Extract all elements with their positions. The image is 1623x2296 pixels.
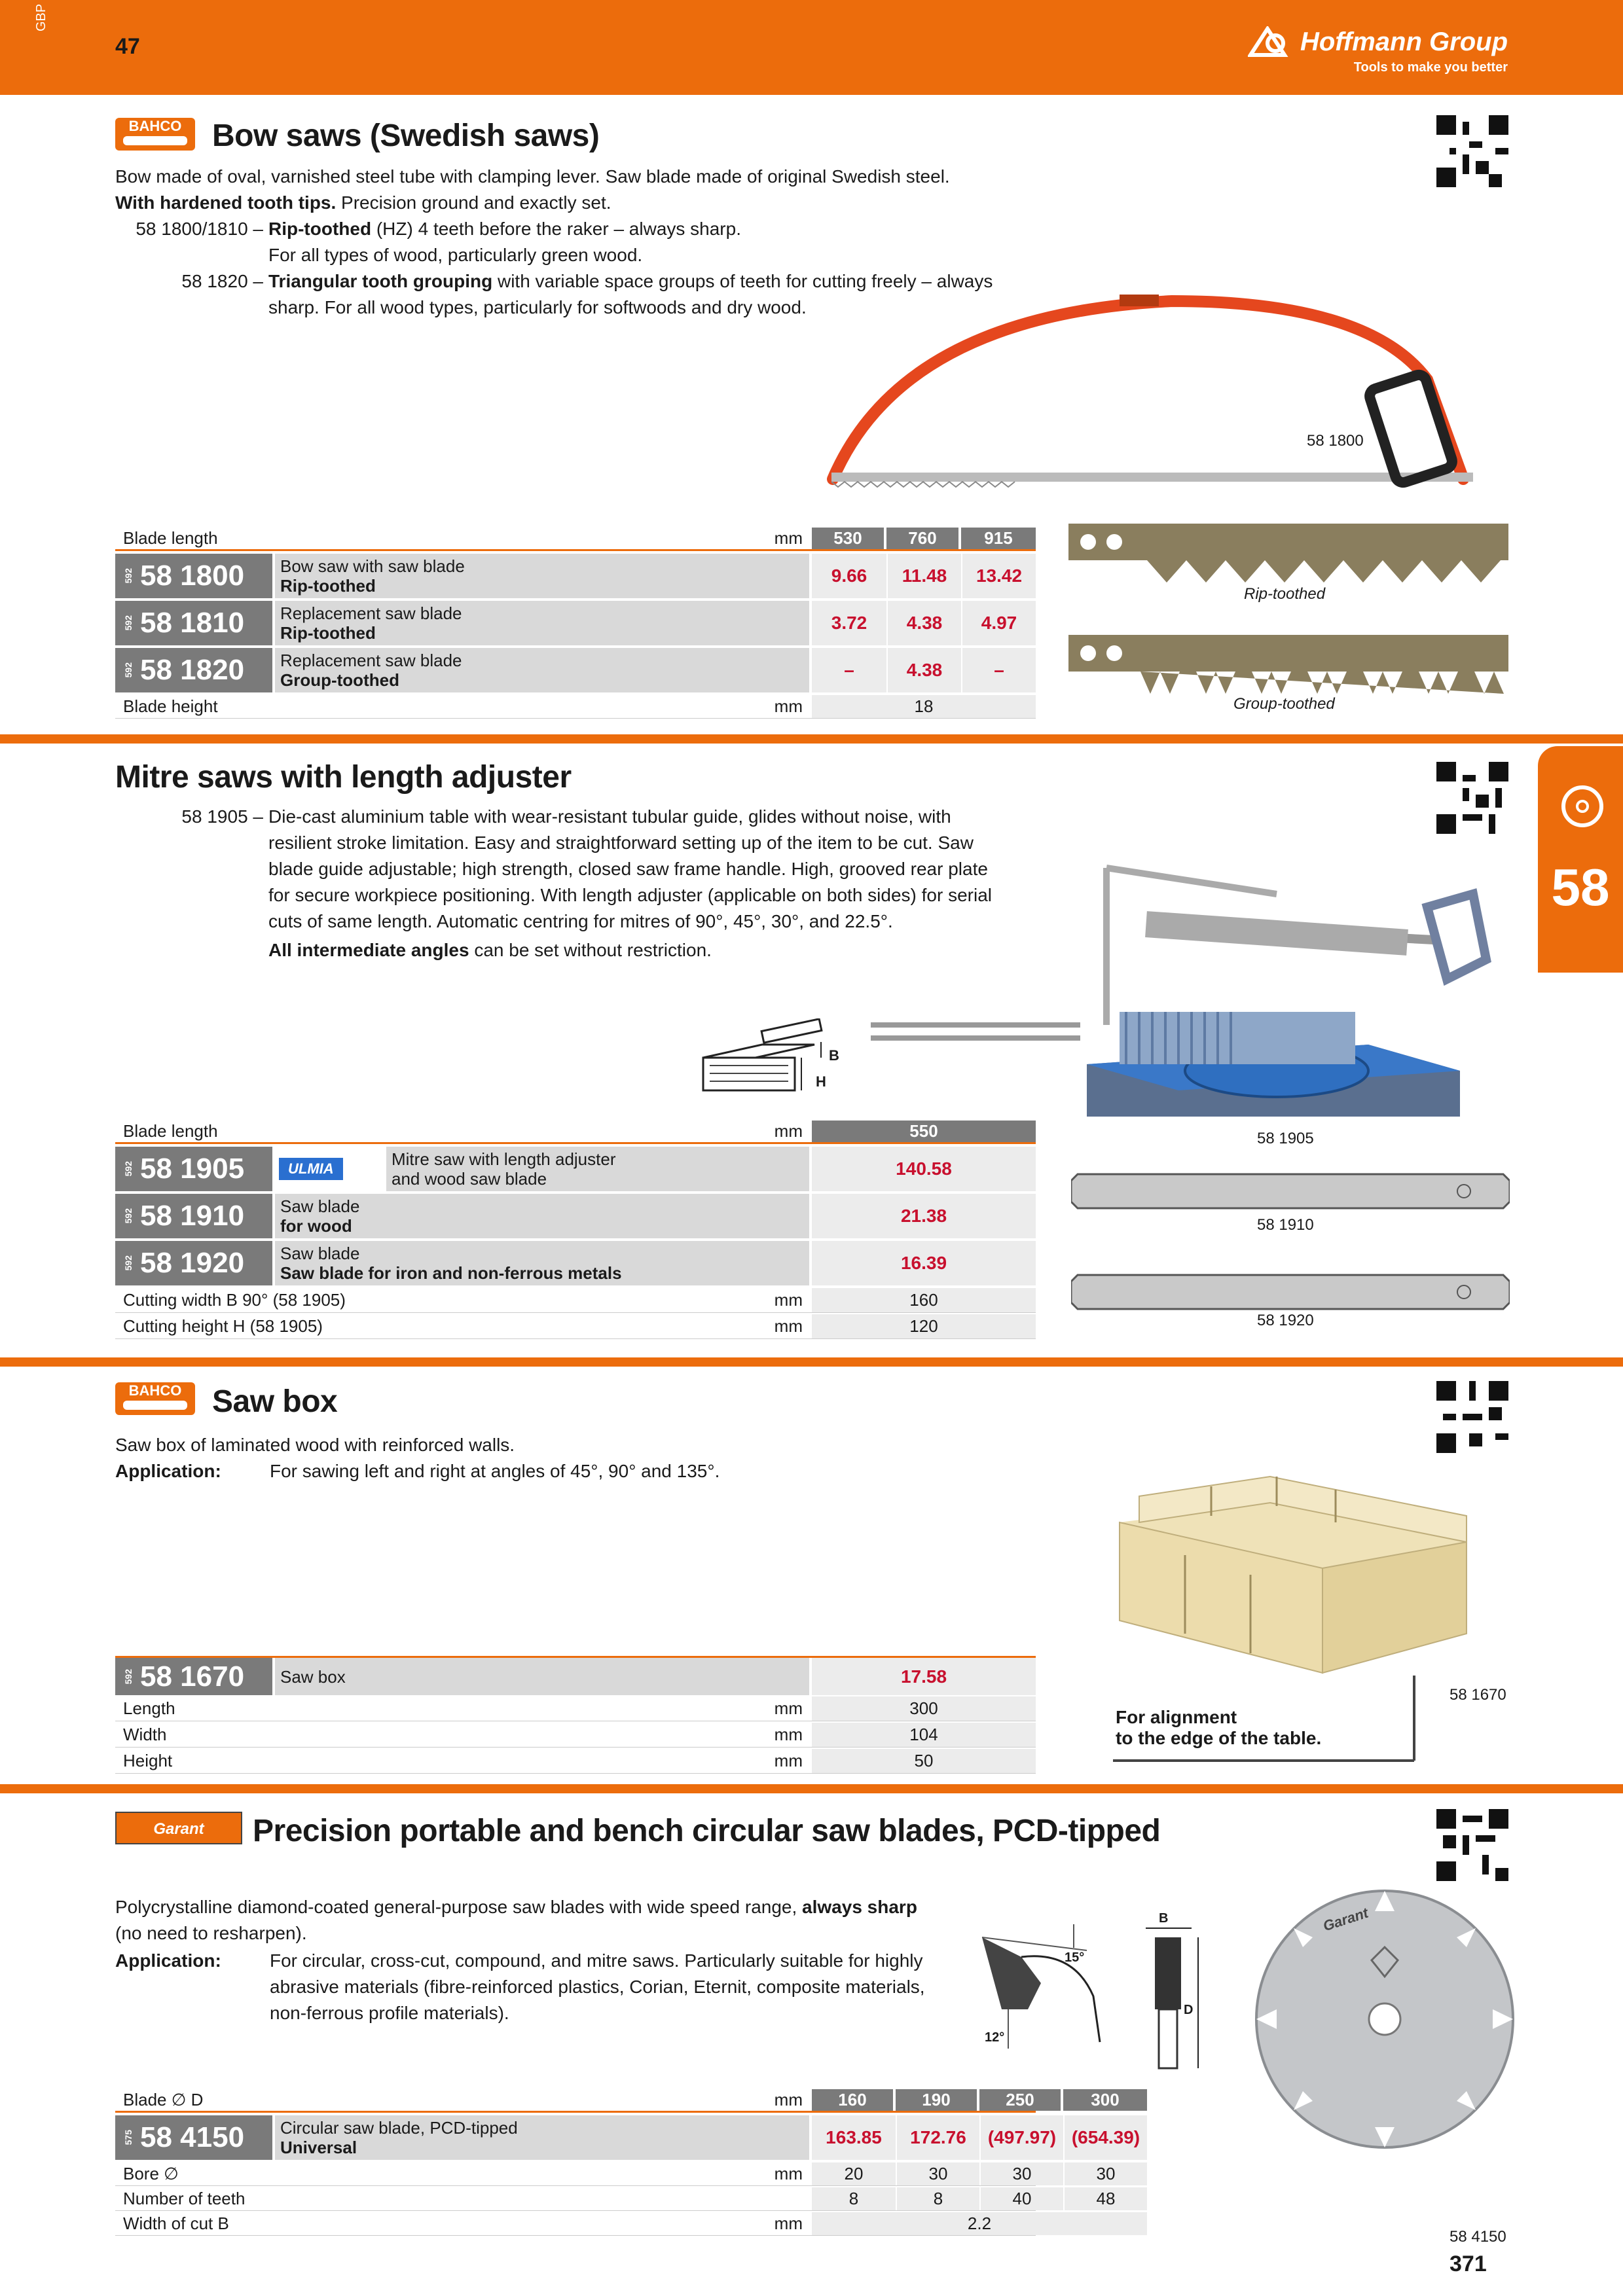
footer-label: Blade height bbox=[123, 696, 218, 716]
bow-saws-table bbox=[115, 528, 1036, 721]
footer-value: 8 bbox=[896, 2187, 979, 2210]
footer-label: Number of teeth bbox=[123, 2189, 246, 2208]
table-footer-row bbox=[115, 1288, 1036, 1313]
price-cell: (654.39) bbox=[1063, 2115, 1147, 2160]
price-cell: 9.66 bbox=[812, 554, 886, 598]
catalogue-code: GBP bbox=[34, 3, 48, 31]
row-description: Replacement saw blade Rip-toothed bbox=[275, 601, 809, 645]
footer-label: Height bbox=[123, 1751, 173, 1770]
footer-label: Bore ∅ bbox=[123, 2164, 179, 2183]
price-cell: 172.76 bbox=[896, 2115, 979, 2160]
table-row[interactable] bbox=[115, 2115, 1140, 2160]
article-number: 592 58 1810 bbox=[115, 601, 272, 645]
angle-label-15: 15° bbox=[1065, 1950, 1085, 1965]
blade-caption-1920: 58 1920 bbox=[1257, 1312, 1314, 1329]
ulmia-logo bbox=[279, 1147, 384, 1191]
footer-value: 30 bbox=[1063, 2162, 1147, 2185]
wood-saw-blade-image bbox=[1071, 1172, 1510, 1211]
row-description: Saw blade for wood bbox=[275, 1194, 809, 1238]
bow-saw-caption: 58 1800 bbox=[1307, 432, 1364, 450]
footer-label: Width of cut B bbox=[123, 2214, 229, 2233]
qr-code-icon[interactable] bbox=[1436, 1809, 1508, 1881]
footer-unit: mm bbox=[774, 1290, 803, 1310]
mitre-saws-description: 58 1905 – Die-cast aluminium table with wear-resistant tubular guide, glides without noise, with resilient stroke limitation. Easy and straightforward setting up of the item to be cut. Saw blade guide adjustable; high strength, closed saw frame handle. High, grooved rear plate for secure workpiece positioning. With length adjuster (applicable on both sides) for serial cuts of same length. Automatic centring for mitres of 90°, 45°, 30°, and 22.5°. All intermediate angles can be set without restriction. bbox=[181, 806, 993, 960]
article-number: 592 58 1905 bbox=[115, 1147, 272, 1191]
header-label: Blade length bbox=[123, 1121, 218, 1141]
table-footer-row bbox=[115, 2187, 1116, 2211]
price-cell: 16.39 bbox=[812, 1241, 1036, 1285]
alignment-note: For alignment to the edge of the table. bbox=[1116, 1707, 1322, 1748]
header-page-number: 47 bbox=[115, 34, 140, 59]
row-description: Circular saw blade, PCD-tipped Universal bbox=[275, 2115, 809, 2160]
footer-value: 48 bbox=[1063, 2187, 1147, 2210]
chapter-tab[interactable] bbox=[1538, 746, 1623, 973]
footer-unit: mm bbox=[774, 2214, 803, 2233]
article-number: 592 58 1670 bbox=[115, 1658, 272, 1695]
saw-box-image bbox=[1113, 1457, 1480, 1706]
qr-code-icon[interactable] bbox=[1436, 762, 1508, 834]
col-760: 760 bbox=[886, 528, 961, 549]
article-number: 575 58 4150 bbox=[115, 2115, 272, 2160]
section-divider bbox=[0, 1784, 1623, 1793]
price-cell: 4.38 bbox=[886, 601, 961, 645]
row-description: Saw blade Saw blade for iron and non-ferrous metals bbox=[275, 1241, 809, 1285]
price-cell: 21.38 bbox=[812, 1194, 1036, 1238]
price-cell: (497.97) bbox=[979, 2115, 1063, 2160]
footer-value: 20 bbox=[812, 2162, 896, 2185]
footer-value: 30 bbox=[979, 2162, 1063, 2185]
garant-badge: Garant bbox=[115, 1812, 242, 1844]
qr-code-icon[interactable] bbox=[1436, 115, 1508, 187]
footer-value: 8 bbox=[812, 2187, 896, 2210]
circular-saw-blade-image bbox=[1250, 1885, 1519, 2153]
header-label: Blade length bbox=[123, 528, 218, 548]
section-title-mitre-saws: Mitre saws with length adjuster bbox=[115, 760, 572, 795]
footer-unit: mm bbox=[774, 1751, 803, 1770]
hoffmann-logo-icon bbox=[1248, 26, 1294, 58]
saw-box-description: Saw box of laminated wood with reinforced walls. Application: For sawing left and right at angles of 45°, 90° and 135°. bbox=[115, 1435, 720, 1481]
metal-saw-blade-image bbox=[1071, 1272, 1510, 1312]
table-row[interactable] bbox=[115, 1194, 1036, 1238]
price-cell: 13.42 bbox=[961, 554, 1036, 598]
col-915: 915 bbox=[961, 528, 1036, 549]
table-footer-row bbox=[115, 1314, 1036, 1339]
group-toothed-caption: Group-toothed bbox=[1233, 695, 1335, 713]
article-number: 592 58 1820 bbox=[115, 648, 272, 692]
col-530: 530 bbox=[812, 528, 886, 549]
qr-code-icon[interactable] bbox=[1436, 1381, 1508, 1453]
table-footer-row bbox=[115, 2162, 1116, 2186]
footer-label: Length bbox=[123, 1698, 175, 1718]
footer-page-number: 371 bbox=[1450, 2251, 1487, 2276]
col-250: 250 bbox=[979, 2089, 1063, 2111]
price-cell: 163.85 bbox=[812, 2115, 896, 2160]
section-divider bbox=[0, 1357, 1623, 1367]
diagram-label-b: B bbox=[829, 1047, 839, 1064]
price-cell: 4.38 bbox=[886, 648, 961, 692]
row-description: Bow saw with saw blade Rip-toothed bbox=[275, 554, 809, 598]
rip-toothed-caption: Rip-toothed bbox=[1244, 585, 1326, 603]
header-unit: mm bbox=[774, 528, 803, 548]
price-cell: – bbox=[961, 648, 1036, 692]
footer-value: 50 bbox=[812, 1749, 1036, 1773]
price-cell: 17.58 bbox=[812, 1658, 1036, 1695]
blade-caption-1910: 58 1910 bbox=[1257, 1216, 1314, 1234]
brand-logo bbox=[1248, 26, 1508, 75]
article-number: 592 58 1800 bbox=[115, 554, 272, 598]
bow-saws-item-a: 58 1800/1810 – Rip-toothed (HZ) 4 teeth before the raker – always sharp. For all types of wood, particularly green wood. bbox=[136, 219, 741, 265]
footer-unit: mm bbox=[774, 1725, 803, 1744]
table-row[interactable] bbox=[115, 1147, 1036, 1191]
price-cell: 3.72 bbox=[812, 601, 886, 645]
footer-unit: mm bbox=[774, 696, 803, 716]
saw-box-caption: 58 1670 bbox=[1450, 1686, 1506, 1704]
footer-unit: mm bbox=[774, 1316, 803, 1336]
section-title-saw-box: Saw box bbox=[212, 1384, 338, 1419]
table-row[interactable] bbox=[115, 1241, 1036, 1285]
saw-blade-brand-label: Garant bbox=[1321, 1904, 1370, 1935]
table-header-row bbox=[115, 528, 1036, 551]
price-cell: 11.48 bbox=[886, 554, 961, 598]
cutting-dimension-diagram bbox=[697, 1018, 847, 1103]
table-row[interactable] bbox=[115, 554, 1036, 598]
article-number: 592 58 1920 bbox=[115, 1241, 272, 1285]
bahco-badge: BAHCO bbox=[115, 1382, 195, 1415]
diagram-label-h: H bbox=[816, 1073, 826, 1090]
col-160: 160 bbox=[812, 2089, 896, 2111]
bow-saw-image bbox=[818, 288, 1519, 497]
col-550: 550 bbox=[812, 1121, 1036, 1142]
table-header-row bbox=[115, 1121, 1036, 1144]
footer-unit: mm bbox=[774, 2164, 803, 2183]
table-footer-row bbox=[115, 1749, 1036, 1774]
footer-value: 18 bbox=[812, 695, 1036, 718]
section-divider bbox=[0, 734, 1623, 744]
price-cell: – bbox=[812, 648, 886, 692]
footer-value: 160 bbox=[812, 1288, 1036, 1312]
row-description: Saw box bbox=[275, 1658, 809, 1695]
saw-box-table bbox=[115, 1656, 1036, 1774]
table-row[interactable] bbox=[115, 648, 1036, 692]
angle-label-12: 12° bbox=[985, 2030, 1005, 2045]
bahco-badge: BAHCO bbox=[115, 118, 195, 151]
price-cell: 140.58 bbox=[812, 1147, 1036, 1191]
table-row[interactable] bbox=[115, 1656, 1036, 1695]
rip-toothed-blade-image bbox=[1068, 524, 1508, 589]
footer-unit bbox=[691, 2187, 812, 2210]
footer-value: 30 bbox=[896, 2162, 979, 2185]
header-unit: mm bbox=[774, 2090, 803, 2109]
col-300: 300 bbox=[1063, 2089, 1147, 2111]
footer-value: 120 bbox=[812, 1314, 1036, 1338]
col-190: 190 bbox=[896, 2089, 979, 2111]
brand-logo-ulmia: ULMIA bbox=[279, 1158, 343, 1180]
mitre-saw-image bbox=[871, 855, 1499, 1123]
footer-label: Cutting width B 90° (58 1905) bbox=[123, 1290, 346, 1310]
footer-unit: mm bbox=[774, 1698, 803, 1718]
row-description: Mitre saw with length adjuster and wood saw blade bbox=[386, 1147, 809, 1191]
price-cell: 4.97 bbox=[961, 601, 1036, 645]
header-bar bbox=[0, 0, 1623, 95]
bow-saws-item-b: 58 1820 – Triangular tooth grouping with variable space groups of teeth for cutting freely – always sharp. For all wood types, particularly for softwoods and dry wood. bbox=[181, 271, 993, 317]
dim-label-d: D bbox=[1184, 2003, 1194, 2017]
section-title-bow-saws: Bow saws (Swedish saws) bbox=[212, 118, 600, 153]
mitre-saw-caption: 58 1905 bbox=[1257, 1130, 1314, 1147]
footer-value: 300 bbox=[812, 1696, 1036, 1721]
pcd-blades-table bbox=[115, 2089, 1140, 2237]
header-unit: mm bbox=[774, 1121, 803, 1141]
dim-label-b: B bbox=[1159, 1911, 1169, 1926]
brand-tagline: Tools to make you better bbox=[1353, 60, 1508, 75]
section-title-pcd-blades: Precision portable and bench circular saw blades, PCD-tipped bbox=[253, 1814, 1161, 1848]
footer-label: Cutting height H (58 1905) bbox=[123, 1316, 323, 1336]
bow-saws-description: Bow made of oval, varnished steel tube with clamping lever. Saw blade made of original Swedish steel. With hardened tooth tips. Precision ground and exactly set. bbox=[115, 166, 950, 213]
table-footer-row bbox=[115, 2212, 1036, 2236]
pcd-blades-description: Polycrystalline diamond-coated general-purpose saw blades with wide speed range, always sharp (no need to resharpen). Application: For circular, cross-cut, compound, and mitre saws. Particularly suitable for highly abrasive materials (fibre-reinforced plastics, Corian, Eternit, composite materials, non-ferrous profile materials). bbox=[115, 1897, 925, 2023]
mitre-saws-table bbox=[115, 1121, 1036, 1343]
row-description: Replacement saw blade Group-toothed bbox=[275, 648, 809, 692]
group-toothed-blade-image bbox=[1068, 635, 1508, 700]
footer-value: 104 bbox=[812, 1723, 1036, 1747]
chapter-number: 58 bbox=[1551, 858, 1610, 916]
article-number: 592 58 1910 bbox=[115, 1194, 272, 1238]
table-footer-row bbox=[115, 1723, 1036, 1748]
footer-value: 2.2 bbox=[812, 2212, 1147, 2235]
pcd-blade-caption: 58 4150 bbox=[1450, 2228, 1506, 2246]
blade-section-diagram bbox=[1139, 1911, 1205, 2075]
table-footer-row bbox=[115, 695, 1036, 719]
footer-value: 40 bbox=[979, 2187, 1063, 2210]
table-footer-row bbox=[115, 1696, 1036, 1721]
footer-label: Width bbox=[123, 1725, 167, 1744]
brand-name: Hoffmann Group bbox=[1300, 27, 1508, 56]
table-header-row bbox=[115, 2089, 1120, 2113]
saw-blade-icon bbox=[1561, 785, 1603, 827]
table-row[interactable] bbox=[115, 601, 1036, 645]
header-label: Blade ∅ D bbox=[123, 2090, 204, 2109]
